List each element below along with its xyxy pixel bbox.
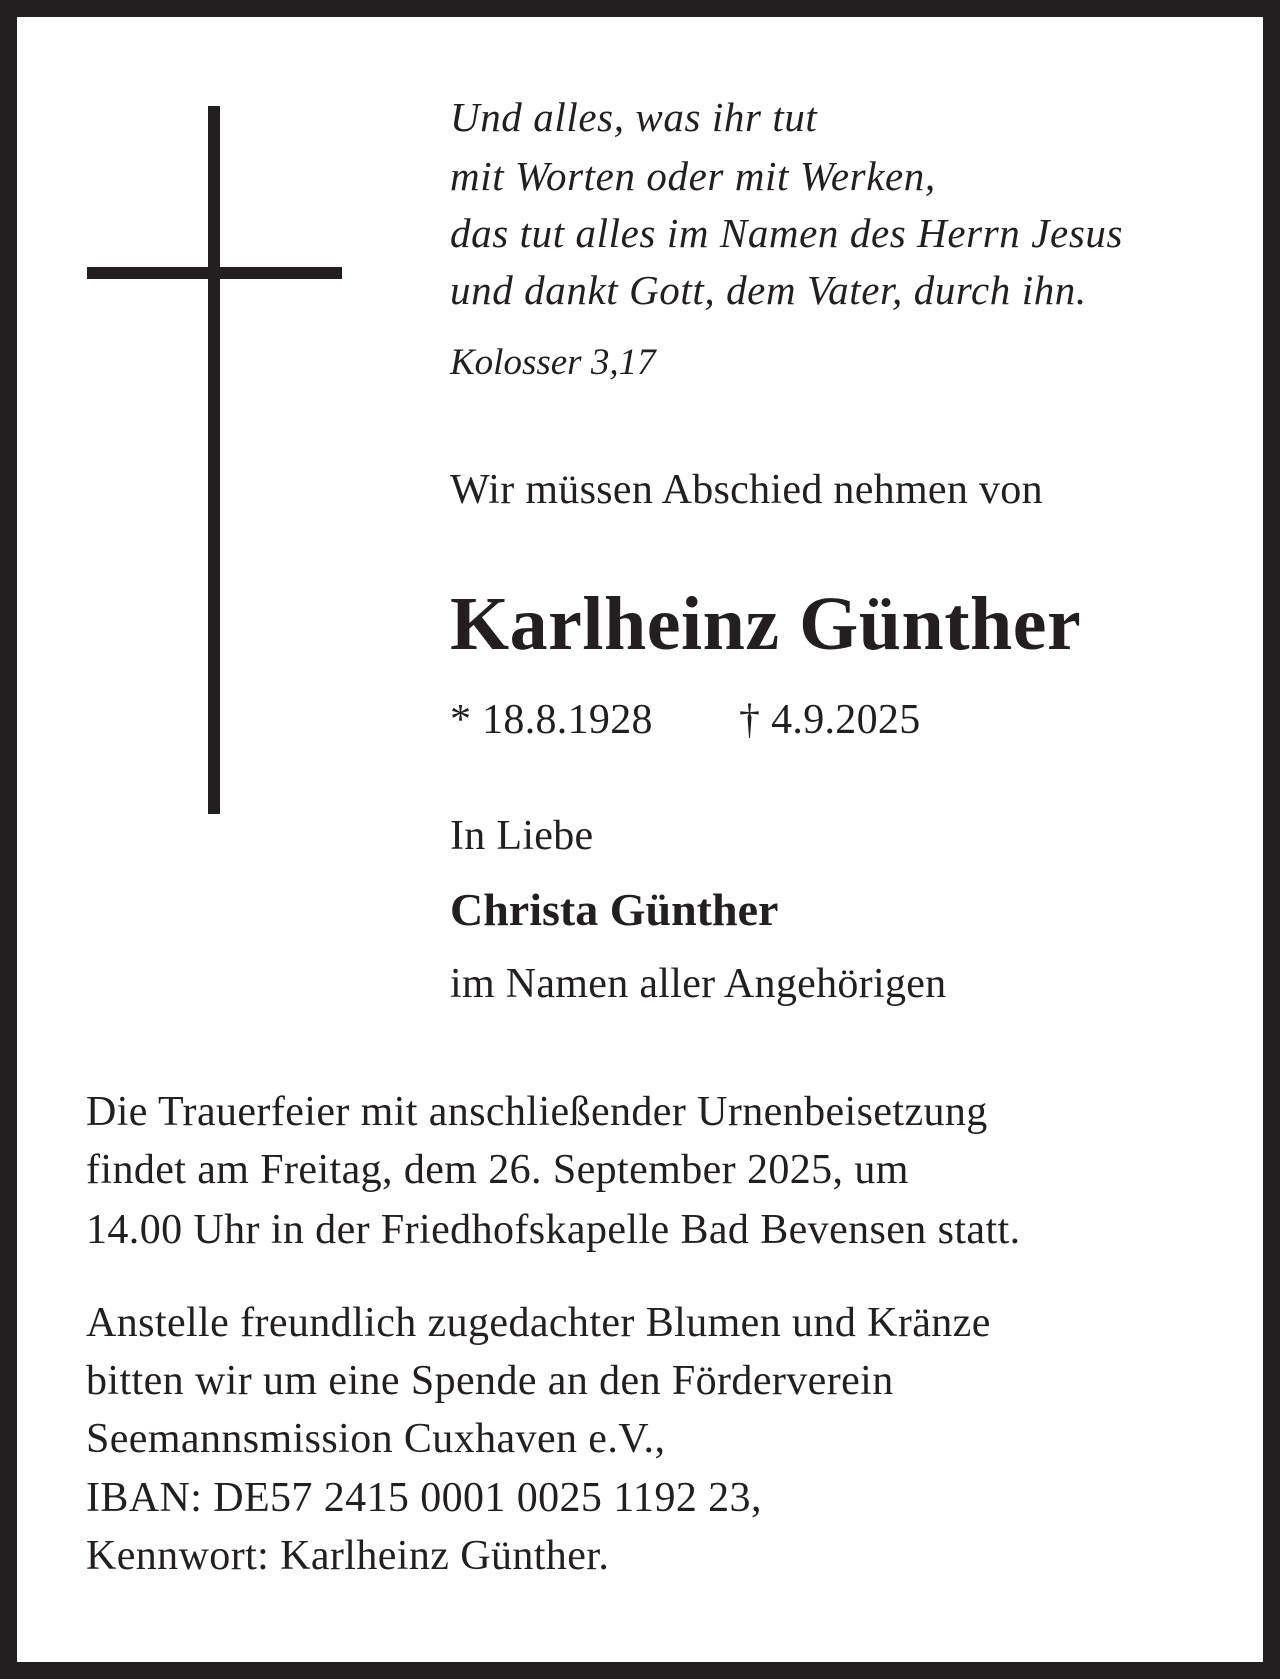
keyword-line: Kennwort: Karlheinz Günther. xyxy=(86,1533,610,1579)
verse-line: das tut alles im Namen des Herrn Jesus xyxy=(450,210,1124,256)
cross-vertical-bar xyxy=(208,106,220,814)
birth-date: * 18.8.1928 xyxy=(450,697,653,743)
verse-line: mit Worten oder mit Werken, xyxy=(450,153,936,199)
intro-text: Wir müssen Abschied nehmen von xyxy=(450,467,1043,513)
donation-line: bitten wir um eine Spende an den Förderverein xyxy=(86,1358,894,1404)
donation-line: Seemannsmission Cuxhaven e.V., xyxy=(86,1416,666,1462)
death-date: † 4.9.2025 xyxy=(739,697,921,743)
verse-line: Und alles, was ihr tut xyxy=(450,94,818,140)
donation-line: Anstelle freundlich zugedachter Blumen und Kränze xyxy=(86,1300,991,1346)
cross-horizontal-bar xyxy=(87,267,342,279)
on-behalf-text: im Namen aller Angehörigen xyxy=(450,961,947,1007)
mourner-name: Christa Günther xyxy=(450,884,779,935)
ceremony-line: 14.00 Uhr in der Friedhofskapelle Bad Bevensen statt. xyxy=(86,1207,1021,1253)
verse-reference: Kolosser 3,17 xyxy=(450,342,656,383)
iban-line: IBAN: DE57 2415 0001 0025 1192 23, xyxy=(86,1475,762,1521)
in-love-text: In Liebe xyxy=(450,813,594,859)
deceased-name: Karlheinz Günther xyxy=(450,582,1082,666)
verse-line: und dankt Gott, dem Vater, durch ihn. xyxy=(450,267,1087,313)
obituary-card xyxy=(17,17,1263,1662)
ceremony-line: findet am Freitag, dem 26. September 2025, um xyxy=(86,1147,909,1193)
ceremony-line: Die Trauerfeier mit anschließender Urnenbeisetzung xyxy=(86,1089,988,1135)
